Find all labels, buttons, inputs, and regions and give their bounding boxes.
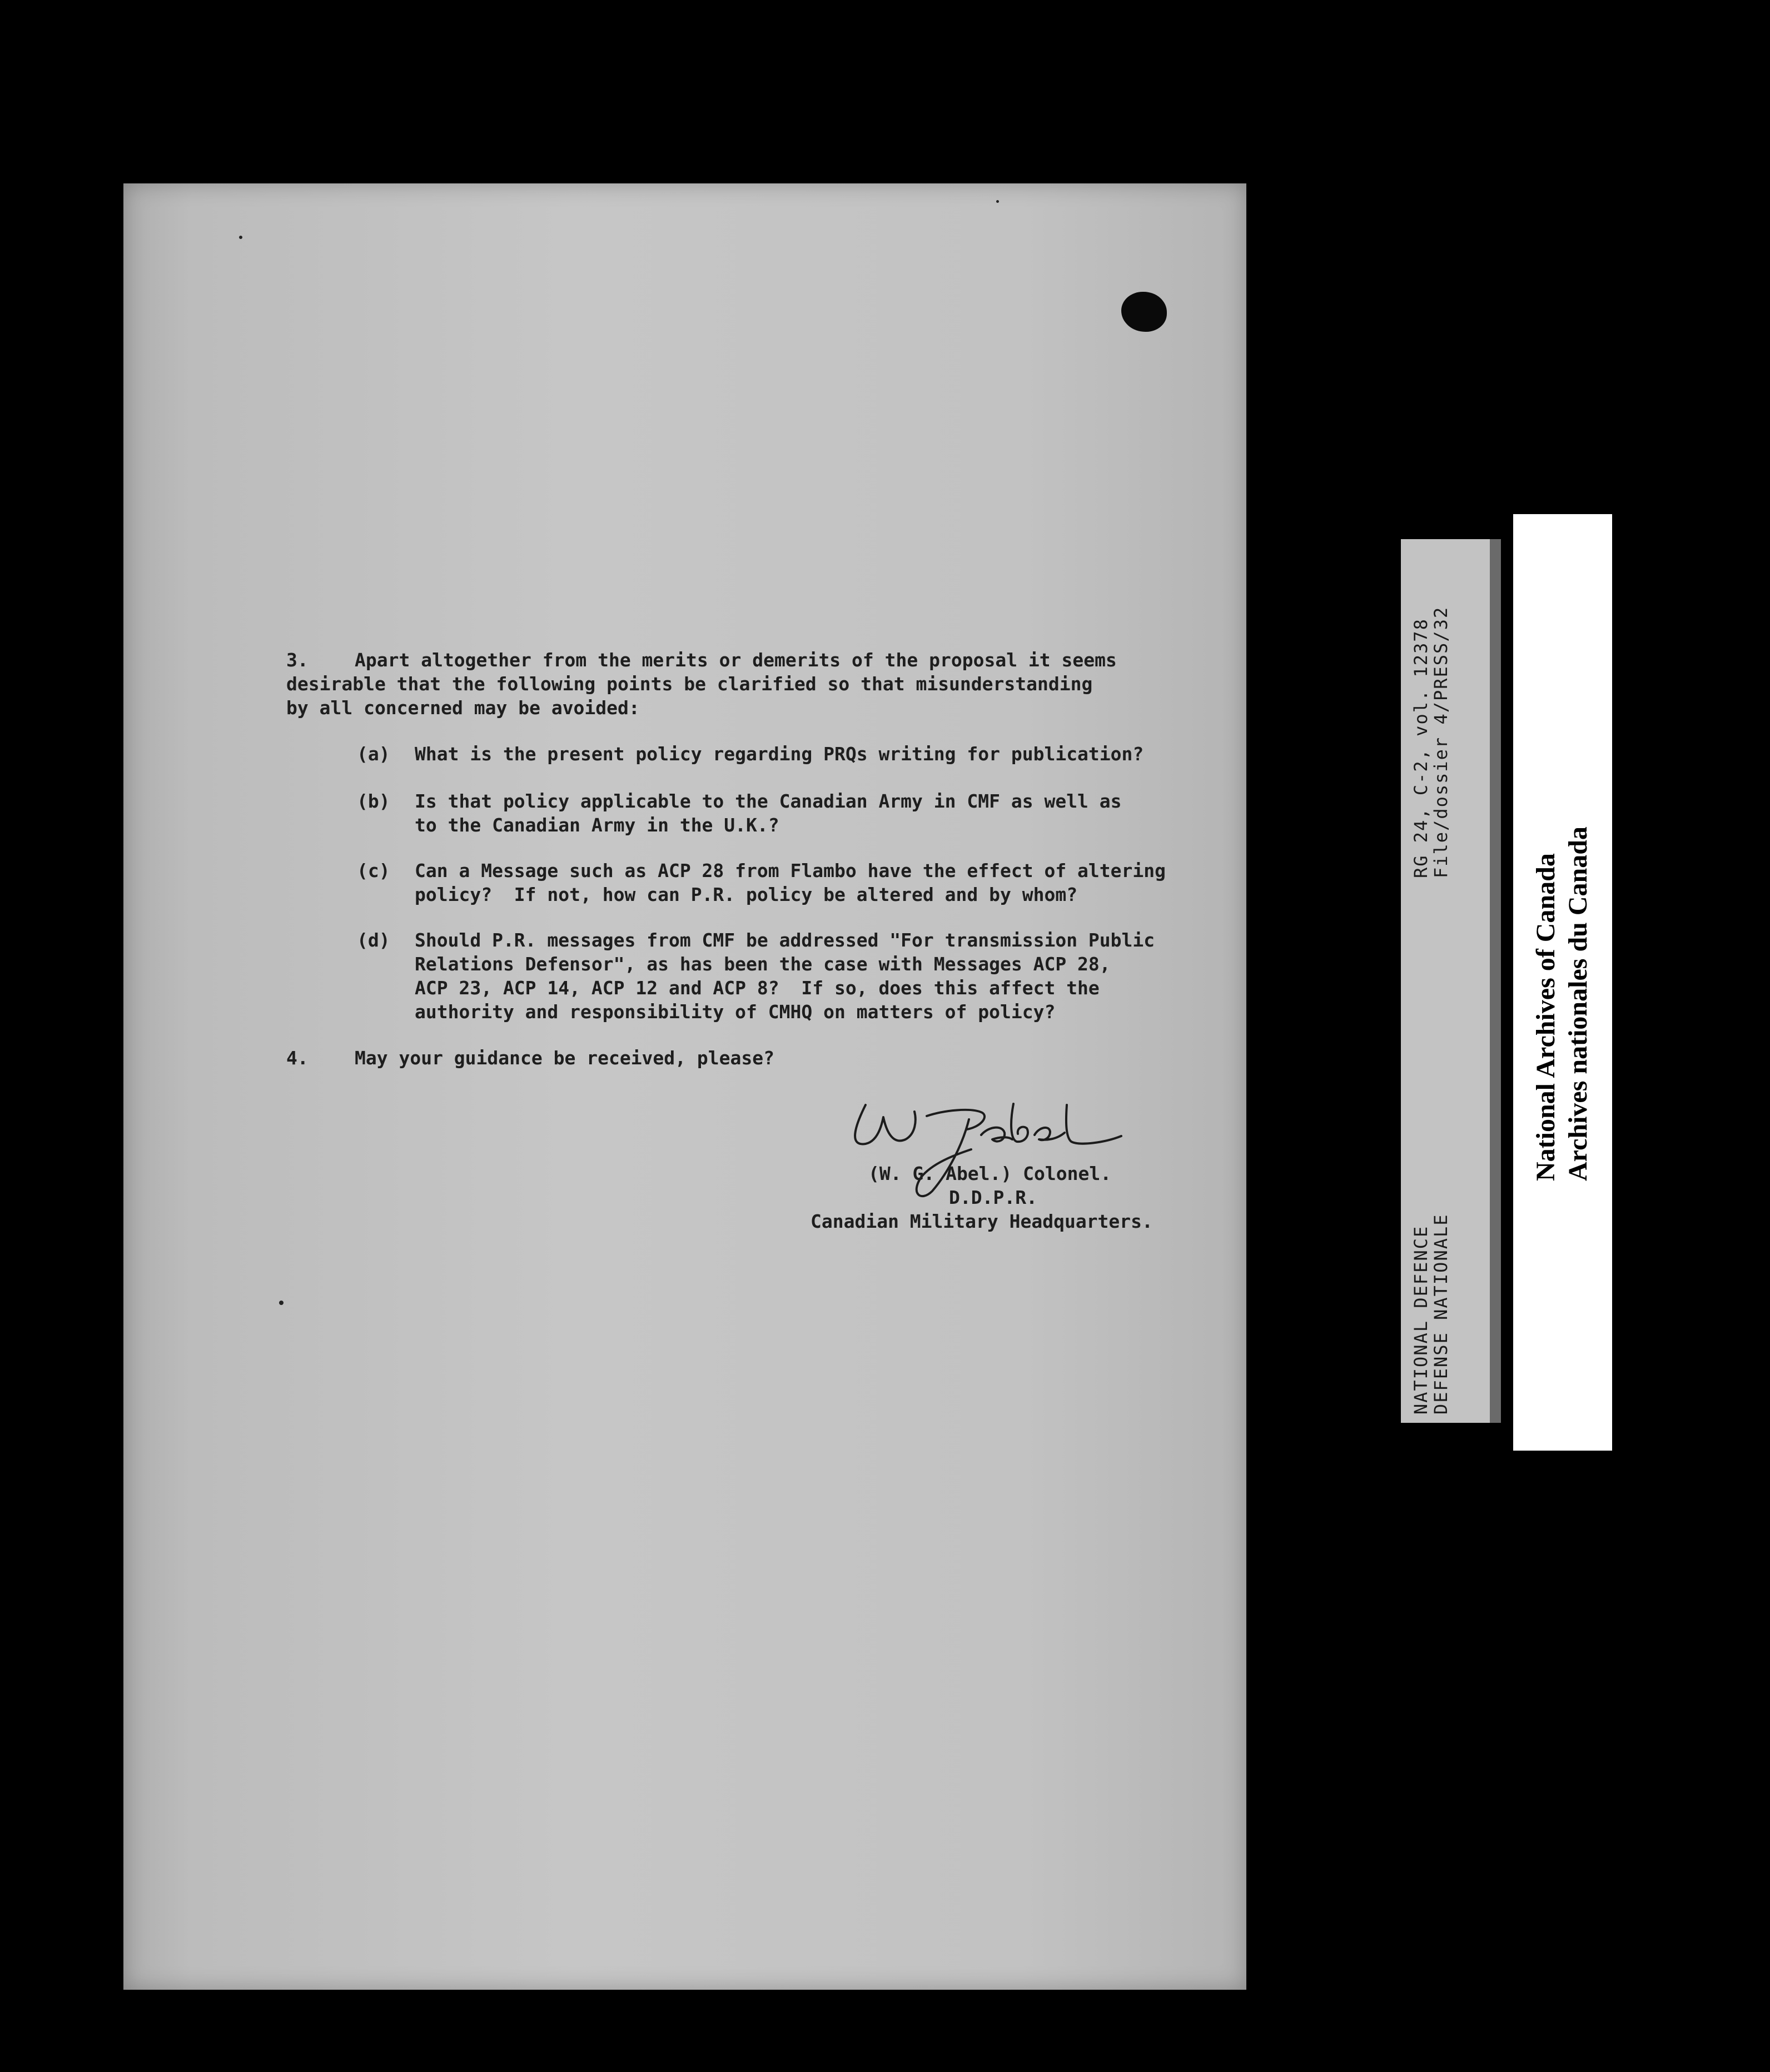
reference-line: RG 24, C-2, vol. 12378	[1410, 618, 1431, 878]
item-label: (a)	[357, 743, 390, 765]
item-line: Can a Message such as ACP 28 from Flambo have the effect of altering	[415, 860, 1166, 881]
department-line: DEFENSE NATIONALE	[1430, 1213, 1451, 1414]
signature-org: Canadian Military Headquarters.	[811, 1211, 1153, 1232]
paragraph-number: 4.	[286, 1047, 309, 1069]
paragraph-line: desirable that the following points be clarified so that misunderstanding	[286, 673, 1093, 695]
archive-name-en: National Archives of Canada	[1531, 853, 1560, 1181]
item-label: (d)	[357, 929, 390, 951]
item-label: (c)	[357, 860, 390, 881]
item-line: ACP 23, ACP 14, ACP 12 and ACP 8? If so, does this affect the	[415, 977, 1100, 999]
label-shadow	[1490, 539, 1501, 1423]
paragraph-number: 3.	[286, 649, 309, 671]
item-line: Relations Defensor", as has been the case with Messages ACP 28,	[415, 953, 1111, 975]
archive-name-fr: Archives nationales du Canada	[1563, 826, 1593, 1181]
item-line: Should P.R. messages from CMF be addressed "For transmission Public	[415, 929, 1155, 951]
punch-hole	[1121, 292, 1167, 332]
paragraph-line: by all concerned may be avoided:	[286, 697, 640, 719]
archive-name-text	[1530, 826, 1594, 1181]
paper-speck	[996, 200, 999, 203]
signature-title: D.D.P.R.	[949, 1187, 1037, 1208]
item-line: to the Canadian Army in the U.K.?	[415, 814, 779, 836]
paragraph-line: Apart altogether from the merits or demerits of the proposal it seems	[355, 649, 1117, 671]
item-line: What is the present policy regarding PRQs writing for publication?	[415, 743, 1144, 765]
department-line: NATIONAL DEFENCE	[1410, 1225, 1431, 1414]
item-label: (b)	[357, 790, 390, 812]
signature-name: (W. G. Abel.) Colonel.	[868, 1163, 1112, 1184]
archive-reference-label	[1401, 539, 1501, 1423]
document-page	[123, 183, 1246, 1990]
national-archives-label	[1513, 514, 1612, 1451]
paper-speck	[239, 236, 242, 239]
paragraph-line: May your guidance be received, please?	[355, 1047, 774, 1069]
item-line: policy? If not, how can P.R. policy be altered and by whom?	[415, 884, 1078, 905]
item-line: Is that policy applicable to the Canadian Army in CMF as well as	[415, 790, 1122, 812]
reference-text	[1411, 606, 1451, 878]
reference-line: File/dossier 4/PRESS/32	[1430, 606, 1451, 878]
department-text	[1411, 1213, 1451, 1414]
paper-speck	[279, 1301, 284, 1305]
item-line: authority and responsibility of CMHQ on matters of policy?	[415, 1001, 1056, 1023]
